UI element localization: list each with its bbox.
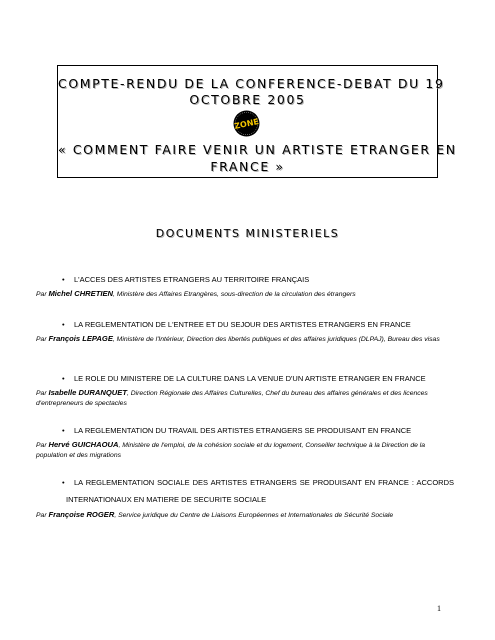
title-box — [57, 65, 457, 178]
zone-logo — [233, 110, 260, 137]
bullet-icon: • — [62, 374, 65, 383]
author-affiliation: , Ministère des Affaires Etrangères, sous-direction de la circulation des étrangers — [113, 291, 356, 298]
par-label: Par — [36, 336, 47, 343]
author-affiliation: , Ministère de l'Intérieur, Direction des libertés publiques et des affaires juridiques (DLPAJ), Bureau des visas — [112, 336, 440, 343]
author-name: Michel CHRETIEN — [48, 289, 114, 298]
par-label: Par — [36, 390, 47, 397]
section-title: DOCUMENTS MINISTERIELS — [155, 227, 340, 240]
title-line-2: OCTOBRE 2005 — [189, 92, 306, 107]
item-title: LA REGLEMENTATION DE L'ENTREE ET DU SEJOUR DES ARTISTES ETRANGERS EN FRANCE — [74, 320, 411, 329]
item-title: LE ROLE DU MINISTERE DE LA CULTURE DANS LA VENUE D'UN ARTISTE ETRANGER EN FRANCE — [74, 374, 426, 383]
item-title: LA REGLEMENTATION DU TRAVAIL DES ARTISTES ETRANGERS SE PRODUISANT EN FRANCE — [74, 426, 412, 435]
title-line-4: FRANCE » — [210, 159, 285, 174]
author-affiliation: , Ministère de l'emploi, de la cohésion sociale et du logement, Conseiller technique à la Direction de la population et des migrations — [36, 442, 426, 459]
list-item — [36, 423, 456, 460]
item-author-line — [36, 388, 456, 408]
par-label: Par — [36, 512, 47, 519]
list-item — [36, 317, 456, 345]
list-item — [36, 474, 456, 521]
bullet-icon: • — [62, 320, 65, 329]
title-line-1: COMPTE-RENDU DE LA CONFERENCE-DEBAT DU 19 — [58, 76, 445, 91]
bullet-icon: • — [62, 275, 65, 284]
bullet-icon: • — [62, 478, 65, 487]
item-author-line — [36, 510, 456, 521]
page-number: 1 — [437, 604, 441, 613]
par-label: Par — [36, 291, 47, 298]
logo-text: ZONE — [233, 117, 260, 131]
item-title: L'ACCES DES ARTISTES ETRANGERS AU TERRITOIRE FRANÇAIS — [74, 275, 310, 284]
author-name: Hervé GUICHAOUA — [48, 440, 119, 449]
list-item — [36, 371, 456, 408]
author-affiliation: , Direction Régionale des Affaires Culturelles, Chef du bureau des affaires générales et des licences d'entrepreneurs de spectacles — [36, 390, 428, 407]
list-item — [36, 272, 456, 300]
author-name: Françoise ROGER — [48, 510, 115, 519]
author-affiliation: , Service juridique du Centre de Liaisons Européennes et Internationales de Sécurité Sociale — [114, 512, 394, 519]
item-author-line — [36, 289, 456, 300]
par-label: Par — [36, 442, 47, 449]
author-name: François LEPAGE — [48, 334, 113, 343]
item-author-line — [36, 334, 456, 345]
item-title: LA REGLEMENTATION SOCIALE DES ARTISTES ETRANGERS SE PRODUISANT EN FRANCE : ACCORDS INTERNATIONAUX EN MATIERE DE SECURITE SOCIALE — [66, 478, 454, 504]
bullet-icon: • — [62, 426, 65, 435]
author-name: Isabelle DURANQUET — [48, 388, 127, 397]
title-line-3: « COMMENT FAIRE VENIR UN ARTISTE ETRANGER EN — [58, 142, 457, 157]
item-author-line — [36, 440, 456, 460]
